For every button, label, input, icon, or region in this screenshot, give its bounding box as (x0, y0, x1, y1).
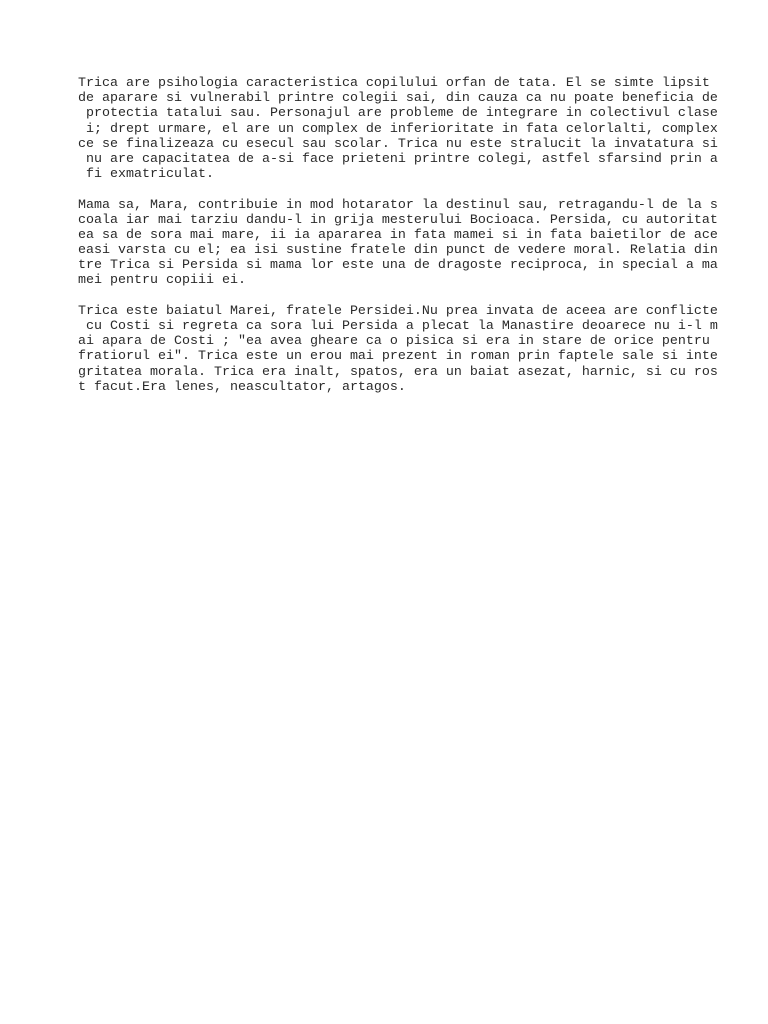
paragraph-3 (78, 304, 718, 395)
text-line: tre Trica si Persida si mama lor este una de dragoste reciproca, in special a ma (78, 258, 718, 274)
paragraph-2 (78, 198, 718, 289)
text-line: i; drept urmare, el are un complex de inferioritate in fata celorlalti, complex (78, 121, 718, 137)
text-line: easi varsta cu el; ea isi sustine fratele din punct de vedere moral. Relatia din (78, 243, 718, 259)
text-line: protectia tatalui sau. Personajul are probleme de integrare in colectivul clase (78, 106, 718, 122)
text-line: t facut.Era lenes, neascultator, artagos. (78, 379, 406, 395)
text-line: ai apara de Costi ; "ea avea gheare ca o pisica si era in stare de orice pentru (78, 334, 710, 350)
text-line: de aparare si vulnerabil printre colegii sai, din cauza ca nu poate beneficia de (78, 91, 718, 107)
text-line: cu Costi si regreta ca sora lui Persida a plecat la Manastire deoarece nu i-l m (78, 319, 718, 334)
document-page (78, 76, 718, 410)
text-line: Trica are psihologia caracteristica copilului orfan de tata. El se simte lipsit (78, 76, 710, 91)
text-line: mei pentru copiii ei. (78, 273, 246, 289)
text-line: ea sa de sora mai mare, ii ia apararea in fata mamei si in fata baietilor de ace (78, 227, 718, 243)
text-line: Trica este baiatul Marei, fratele Persidei.Nu prea invata de aceea are conflicte (78, 303, 718, 319)
text-line: Mama sa, Mara, contribuie in mod hotarator la destinul sau, retragandu-l de la s (78, 197, 718, 213)
paragraph-1 (78, 76, 718, 182)
text-line: nu are capacitatea de a-si face prieteni printre colegi, astfel sfarsind prin a (78, 151, 718, 167)
text-line: fratiorul ei". Trica este un erou mai prezent in roman prin faptele sale si inte (78, 349, 718, 365)
text-line: coala iar mai tarziu dandu-l in grija mesterului Bocioaca. Persida, cu autoritat (78, 212, 718, 228)
text-line: ce se finalizeaza cu esecul sau scolar. Trica nu este stralucit la invatatura si (78, 136, 718, 152)
text-line: gritatea morala. Trica era inalt, spatos, era un baiat asezat, harnic, si cu ros (78, 364, 718, 380)
text-line: fi exmatriculat. (78, 167, 214, 183)
